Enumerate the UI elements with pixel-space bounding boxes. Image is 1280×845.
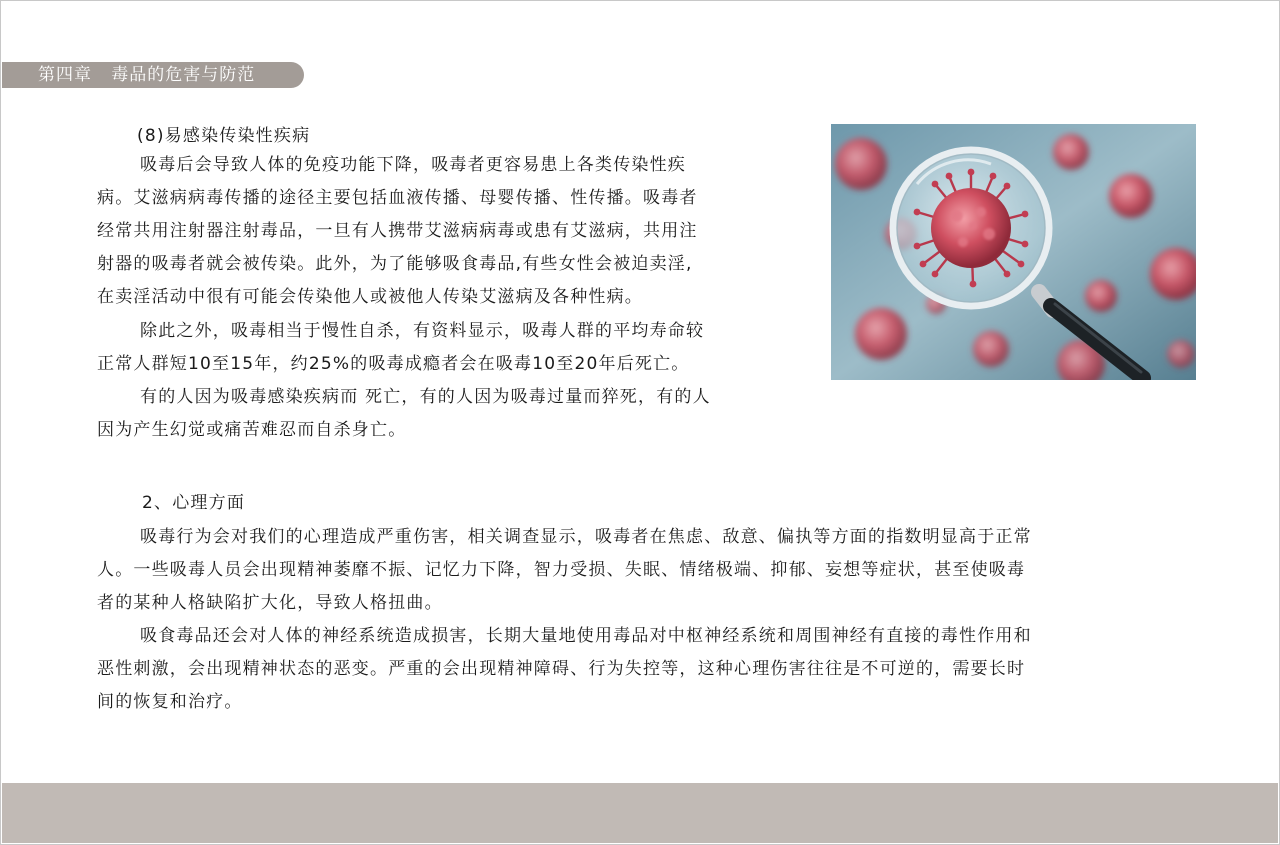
paragraph-line: 间的恢复和治疗。 bbox=[97, 692, 243, 712]
paragraph-infection-3 bbox=[140, 381, 711, 414]
chapter-title: 第四章 毒品的危害与防范 bbox=[38, 65, 256, 85]
paragraph-infection-2 bbox=[140, 315, 704, 348]
paragraph-line: 人。一些吸毒人员会出现精神萎靡不振、记忆力下降，智力受损、失眠、情绪极端、抑郁、妄想等症状，甚至使吸毒 bbox=[97, 560, 1026, 580]
paragraph-line: 恶性刺激，会出现精神状态的恶变。严重的会出现精神障碍、行为失控等，这种心理伤害往往是不可逆的，需要长时 bbox=[97, 659, 1026, 679]
paragraph-line: 经常共用注射器注射毒品，一旦有人携带艾滋病病毒或患有艾滋病，共用注 bbox=[97, 221, 698, 241]
paragraph-line: 有的人因为吸毒感染疾病而 死亡，有的人因为吸毒过量而猝死，有的人 bbox=[140, 387, 711, 407]
paragraph-line: 正常人群短10至15年，约25%的吸毒成瘾者会在吸毒10至20年后死亡。 bbox=[97, 354, 690, 374]
paragraph-line: 者的某种人格缺陷扩大化，导致人格扭曲。 bbox=[97, 593, 443, 613]
paragraph-psychology-2 bbox=[140, 620, 1032, 653]
paragraph-line: 除此之外，吸毒相当于慢性自杀，有资料显示，吸毒人群的平均寿命较 bbox=[140, 321, 705, 341]
paragraph-line: 因为产生幻觉或痛苦难忍而自杀身亡。 bbox=[97, 420, 407, 440]
paragraph-infection-2-cont bbox=[97, 348, 690, 381]
virus-magnifier-image bbox=[831, 124, 1196, 380]
paragraph-line: 吸毒后会导致人体的免疫功能下降，吸毒者更容易患上各类传染性疾 bbox=[140, 155, 686, 175]
paragraph-line: 吸毒行为会对我们的心理造成严重伤害，相关调查显示，吸毒者在焦虑、敌意、偏执等方面的指数明显高于正常 bbox=[140, 527, 1032, 547]
paragraph-infection-3-cont bbox=[97, 414, 406, 447]
paragraph-line: 射器的吸毒者就会被传染。此外，为了能够吸食毒品,有些女性会被迫卖淫, bbox=[97, 254, 693, 274]
paragraph-psychology-1-cont bbox=[97, 554, 1025, 620]
footer-band bbox=[2, 783, 1278, 843]
paragraph-line: 在卖淫活动中很有可能会传染他人或被他人传染艾滋病及各种性病。 bbox=[97, 287, 643, 307]
paragraph-line: 吸食毒品还会对人体的神经系统造成损害，长期大量地使用毒品对中枢神经系统和周围神经有直接的毒性作用和 bbox=[140, 626, 1032, 646]
virus-magnifier-illustration bbox=[831, 124, 1196, 380]
section-heading-psychology: 2、心理方面 bbox=[142, 493, 246, 513]
paragraph-psychology-2-cont bbox=[97, 653, 1025, 719]
paragraph-line: 病。艾滋病病毒传播的途径主要包括血液传播、母婴传播、性传播。吸毒者 bbox=[97, 188, 698, 208]
section-heading-infection: (8)易感染传染性疾病 bbox=[137, 126, 311, 146]
paragraph-infection-1 bbox=[140, 149, 686, 182]
paragraph-infection-1-cont bbox=[97, 182, 698, 314]
paragraph-psychology-1 bbox=[140, 521, 1032, 554]
